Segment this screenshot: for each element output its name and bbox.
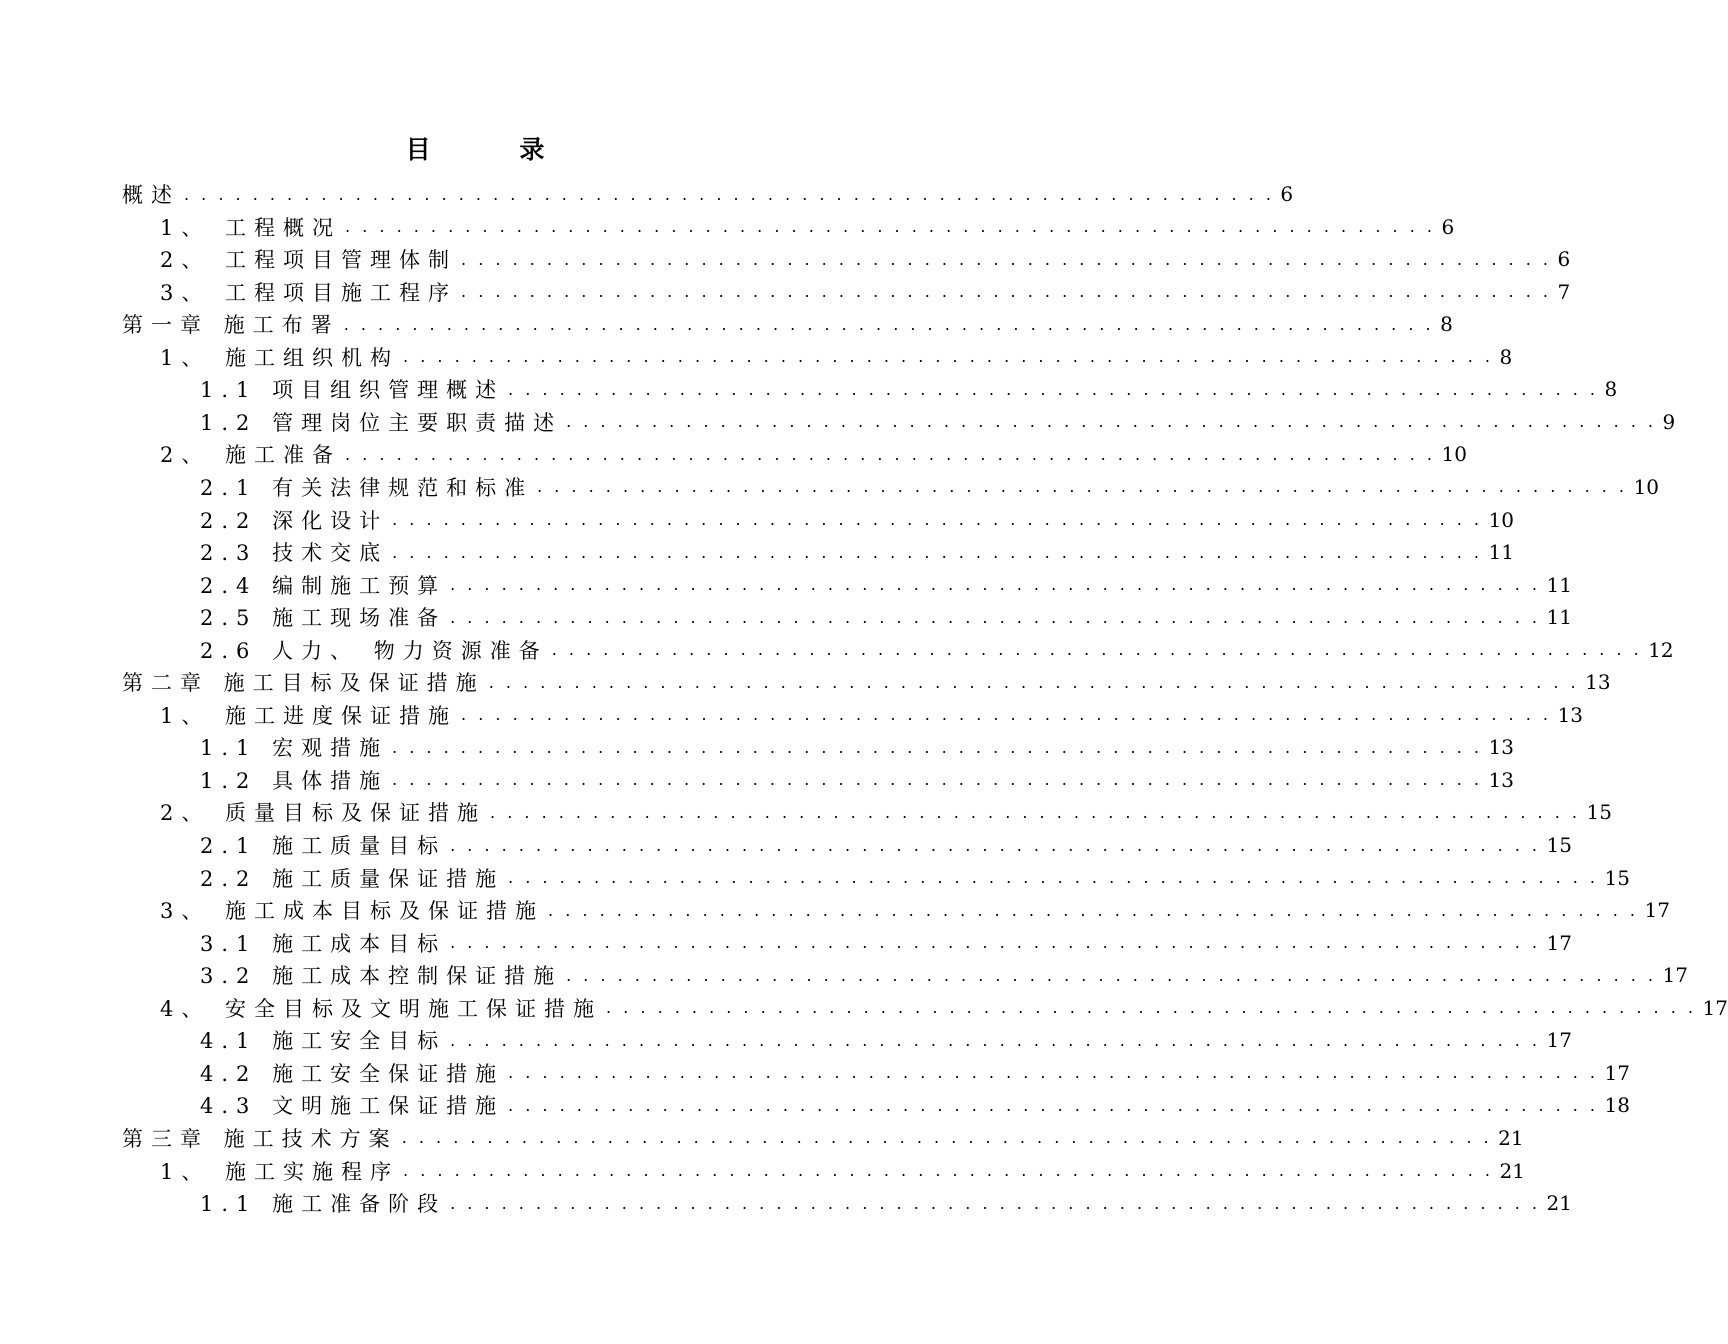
toc-entry-page: 12 xyxy=(1648,637,1674,662)
toc-entry-page: 6 xyxy=(1280,182,1294,206)
toc-dot-leader: . . . . . . . . . . . . . . . . . . . . . . . . . . . . . . . . . . . . . . . . . . . . . . . . . . . . . . . . . . . . . . . . xyxy=(488,672,1580,692)
toc-entry[interactable] xyxy=(160,438,1467,470)
toc-entry-label: 第一章 施工布署 xyxy=(122,313,340,338)
toc-entry-page: 11 xyxy=(1546,572,1572,597)
toc-entry[interactable] xyxy=(200,731,1514,763)
toc-entry-page: 8 xyxy=(1499,344,1513,369)
toc-entry-page: 6 xyxy=(1441,214,1455,239)
toc-dot-leader: . . . . . . . . . . . . . . . . . . . . . . . . . . . . . . . . . . . . . . . . . . . . . . . . . . . . . . . . . . . . . . . . xyxy=(537,477,1628,497)
toc-dot-leader: . . . . . . . . . . . . . . . . . . . . . . . . . . . . . . . . . . . . . . . . . . . . . . . . . . . . . . . . . . . . . . . . xyxy=(392,542,1483,562)
toc-entry-label: 1、 工程概况 xyxy=(160,215,342,240)
toc-entry-label: 2.1 施工质量目标 xyxy=(200,834,447,858)
toc-dot-leader: . . . . . . . . . . . . . . . . . . . . . . . . . . . . . . . . . . . . . . . . . . . . . . . . . . . . . . . . . . . . . . . . xyxy=(345,217,1436,237)
toc-entry-label: 1、 施工实施程序 xyxy=(160,1159,400,1184)
toc-entry-label: 4.1 施工安全目标 xyxy=(200,1029,447,1054)
toc-entry-page: 15 xyxy=(1586,800,1612,825)
toc-entry-page: 17 xyxy=(1644,898,1670,923)
toc-entry[interactable] xyxy=(200,1089,1630,1121)
toc-entry[interactable] xyxy=(200,406,1676,438)
toc-entry[interactable] xyxy=(200,373,1618,405)
toc-dot-leader: . . . . . . . . . . . . . . . . . . . . . . . . . . . . . . . . . . . . . . . . . . . . . . . . . . . . . . . . . . . . . . . . xyxy=(401,1128,1493,1148)
toc-entry-page: 11 xyxy=(1546,605,1572,630)
toc-entry-label: 2.4 编制施工预算 xyxy=(200,573,447,598)
toc-entry[interactable] xyxy=(200,536,1514,568)
toc-entry-page: 21 xyxy=(1498,1125,1524,1150)
toc-dot-leader: . . . . . . . . . . . . . . . . . . . . . . . . . . . . . . . . . . . . . . . . . . . . . . . . . . . . . . . . . . . . . . . . xyxy=(450,1030,1541,1050)
toc-entry-page: 7 xyxy=(1557,279,1571,304)
toc-entry-page: 8 xyxy=(1604,377,1618,402)
toc-entry-label: 2.6 人力、 物力资源准备 xyxy=(200,638,548,663)
toc-entry-page: 6 xyxy=(1557,247,1571,272)
toc-dot-leader: . . . . . . . . . . . . . . . . . . . . . . . . . . . . . . . . . . . . . . . . . . . . . . . . . . . . . . . . . . . . . . . . xyxy=(403,347,1494,367)
toc-entry[interactable] xyxy=(160,796,1612,828)
toc-entry[interactable] xyxy=(122,178,1294,210)
toc-dot-leader: . . . . . . . . . . . . . . . . . . . . . . . . . . . . . . . . . . . . . . . . . . . . . . . . . . . . . . . . . . . . . . . . xyxy=(461,705,1552,725)
toc-entry-page: 17 xyxy=(1546,930,1572,955)
toc-entry-label: 2.2 施工质量保证措施 xyxy=(200,866,505,891)
toc-dot-leader: . . . . . . . . . . . . . . . . . . . . . . . . . . . . . . . . . . . . . . . . . . . . . . . . . . . . . . . . . . . . . . . . xyxy=(450,607,1541,627)
toc-entry[interactable] xyxy=(200,1057,1630,1089)
toc-entry[interactable] xyxy=(160,894,1670,926)
toc-entry-label: 2.3 技术交底 xyxy=(200,541,389,566)
toc-entry[interactable] xyxy=(160,699,1583,731)
toc-entry-label: 1.2 管理岗位主要职责描述 xyxy=(200,410,563,435)
toc-entry[interactable] xyxy=(200,601,1572,633)
toc-entry-page: 11 xyxy=(1488,540,1514,565)
toc-entry[interactable] xyxy=(200,764,1514,796)
toc-dot-leader: . . . . . . . . . . . . . . . . . . . . . . . . . . . . . . . . . . . . . . . . . . . . . . . . . . . . . . . . . . . . . . . . xyxy=(508,1063,1599,1083)
toc-entry-page: 10 xyxy=(1488,507,1514,532)
toc-entry-page: 21 xyxy=(1546,1191,1572,1216)
toc-dot-leader: . . . . . . . . . . . . . . . . . . . . . . . . . . . . . . . . . . . . . . . . . . . . . . . . . . . . . . . . . . . . . . . . xyxy=(508,379,1599,399)
toc-entry[interactable] xyxy=(122,1122,1524,1154)
toc-entry[interactable] xyxy=(200,504,1514,536)
toc-entry-label: 1.1 宏观措施 xyxy=(200,736,389,761)
toc-dot-leader: . . . . . . . . . . . . . . . . . . . . . . . . . . . . . . . . . . . . . . . . . . . . . . . . . . . . . . . . . . . . . . . . xyxy=(566,965,1657,985)
toc-entry-label: 1、 施工组织机构 xyxy=(160,345,400,370)
toc-dot-leader: . . . . . . . . . . . . . . . . . . . . . . . . . . . . . . . . . . . . . . . . . . . . . . . . . . . . . . . . . . . . . . . . xyxy=(508,868,1599,888)
toc-entry[interactable] xyxy=(160,211,1455,243)
toc-entry-label: 第二章 施工目标及保证措施 xyxy=(122,671,485,696)
toc-entry-page: 15 xyxy=(1546,833,1572,857)
toc-entry[interactable] xyxy=(200,829,1572,861)
toc-dot-leader: . . . . . . . . . . . . . . . . . . . . . . . . . . . . . . . . . . . . . . . . . . . . . . . . . . . . . . . . . . . . . . . . xyxy=(392,510,1483,529)
toc-entry[interactable] xyxy=(200,927,1572,959)
toc-entry-page: 13 xyxy=(1488,767,1514,792)
toc-dot-leader: . . . . . . . . . . . . . . . . . . . . . . . . . . . . . . . . . . . . . . . . . . . . . . . . . . . . . . . . . . . . . . . . xyxy=(392,770,1483,790)
toc-dot-leader: . . . . . . . . . . . . . . . . . . . . . . . . . . . . . . . . . . . . . . . . . . . . . . . . . . . . . . . . . . . . . . . . xyxy=(184,184,1275,204)
toc-entry-label: 4、 安全目标及文明施工保证措施 xyxy=(160,996,603,1021)
toc-entry-page: 17 xyxy=(1702,995,1728,1020)
toc-entry-label: 3、 施工成本目标及保证措施 xyxy=(160,899,545,924)
toc-entry[interactable] xyxy=(200,862,1630,894)
toc-entry-page: 18 xyxy=(1604,1093,1630,1118)
toc-entry-page: 13 xyxy=(1557,702,1583,727)
toc-entry-page: 10 xyxy=(1441,442,1467,467)
toc-entry-label: 2、 工程项目管理体制 xyxy=(160,248,458,273)
toc-dot-leader: . . . . . . . . . . . . . . . . . . . . . . . . . . . . . . . . . . . . . . . . . . . . . . . . . . . . . . . . . . . . . . . . xyxy=(403,1161,1494,1180)
toc-entry-label: 3.1 施工成本目标 xyxy=(200,931,447,956)
toc-entry[interactable] xyxy=(160,243,1571,275)
toc-dot-leader: . . . . . . . . . . . . . . . . . . . . . . . . . . . . . . . . . . . . . . . . . . . . . . . . . . . . . . . . . . . . . . . . xyxy=(450,1193,1541,1213)
toc-entry-page: 13 xyxy=(1585,670,1611,695)
toc-dot-leader: . . . . . . . . . . . . . . . . . . . . . . . . . . . . . . . . . . . . . . . . . . . . . . . . . . . . . . . . . . . . . . . . xyxy=(345,444,1436,464)
toc-entry-page: 17 xyxy=(1546,1028,1572,1053)
toc-title: 目 录 xyxy=(405,135,585,164)
toc-entry-label: 1.1 项目组织管理概述 xyxy=(200,378,505,403)
toc-entry-label: 第三章 施工技术方案 xyxy=(122,1126,398,1151)
toc-dot-leader: . . . . . . . . . . . . . . . . . . . . . . . . . . . . . . . . . . . . . . . . . . . . . . . . . . . . . . . . . . . . . . . . xyxy=(450,933,1541,953)
toc-entry-label: 2.2 深化设计 xyxy=(200,508,389,533)
toc-entry[interactable] xyxy=(200,634,1674,666)
toc-entry[interactable] xyxy=(200,471,1659,503)
toc-entry[interactable] xyxy=(200,569,1572,601)
toc-dot-leader: . . . . . . . . . . . . . . . . . . . . . . . . . . . . . . . . . . . . . . . . . . . . . . . . . . . . . . . . . . . . . . . . xyxy=(343,314,1435,334)
toc-entry-label: 4.2 施工安全保证措施 xyxy=(200,1061,505,1086)
toc-entry-label: 2、 质量目标及保证措施 xyxy=(160,801,487,826)
toc-entry-label: 3、 工程项目施工程序 xyxy=(160,280,458,305)
toc-dot-leader: . . . . . . . . . . . . . . . . . . . . . . . . . . . . . . . . . . . . . . . . . . . . . . . . . . . . . . . . . . . . . . . . xyxy=(551,640,1643,660)
toc-entry-label: 1.1 施工准备阶段 xyxy=(200,1192,447,1217)
toc-entry-label: 1.2 具体措施 xyxy=(200,768,389,793)
toc-entry-page: 17 xyxy=(1604,1060,1630,1085)
toc-entry[interactable] xyxy=(200,1187,1572,1219)
toc-dot-leader: . . . . . . . . . . . . . . . . . . . . . . . . . . . . . . . . . . . . . . . . . . . . . . . . . . . . . . . . . . . . . . . . xyxy=(450,835,1541,855)
toc-entry[interactable] xyxy=(160,341,1513,373)
toc-entry[interactable] xyxy=(160,1155,1525,1187)
toc-entry-label: 3.2 施工成本控制保证措施 xyxy=(200,964,563,989)
toc-entry-page: 8 xyxy=(1440,312,1453,337)
toc-entry-label: 2.1 有关法律规范和标准 xyxy=(200,475,534,500)
toc-entry-page: 21 xyxy=(1499,1158,1525,1183)
toc-entry-label: 2.5 施工现场准备 xyxy=(200,606,447,631)
toc-dot-leader: . . . . . . . . . . . . . . . . . . . . . . . . . . . . . . . . . . . . . . . . . . . . . . . . . . . . . . . . . . . . . . . . xyxy=(392,737,1483,757)
toc-entry-page: 17 xyxy=(1662,963,1688,988)
toc-entry[interactable] xyxy=(160,992,1728,1024)
toc-entry-label: 2、 施工准备 xyxy=(160,443,342,468)
toc-entry[interactable] xyxy=(200,959,1688,991)
toc-entry-page: 13 xyxy=(1488,735,1514,760)
toc-entry[interactable] xyxy=(200,1024,1572,1056)
toc-dot-leader: . . . . . . . . . . . . . . . . . . . . . . . . . . . . . . . . . . . . . . . . . . . . . . . . . . . . . . . . . . . . . . . . xyxy=(508,1095,1599,1115)
toc-dot-leader: . . . . . . . . . . . . . . . . . . . . . . . . . . . . . . . . . . . . . . . . . . . . . . . . . . . . . . . . . . . . . . . . xyxy=(490,802,1581,822)
toc-dot-leader: . . . . . . . . . . . . . . . . . . . . . . . . . . . . . . . . . . . . . . . . . . . . . . . . . . . . . . . . . . . . . . . . xyxy=(461,249,1552,269)
toc-entry-label: 概述 xyxy=(122,183,180,207)
toc-entry-label: 1、 施工进度保证措施 xyxy=(160,703,458,728)
toc-dot-leader: . . . . . . . . . . . . . . . . . . . . . . . . . . . . . . . . . . . . . . . . . . . . . . . . . . . . . . . . . . . . . . . . xyxy=(450,575,1541,595)
toc-entry[interactable] xyxy=(122,666,1611,698)
toc-entry-label: 4.3 文明施工保证措施 xyxy=(200,1094,505,1119)
toc-dot-leader: . . . . . . . . . . . . . . . . . . . . . . . . . . . . . . . . . . . . . . . . . . . . . . . . . . . . . . . . . . . . . . . . xyxy=(566,412,1657,432)
toc-entry-page: 15 xyxy=(1604,865,1630,890)
toc-entry-page: 9 xyxy=(1662,409,1676,434)
toc-dot-leader: . . . . . . . . . . . . . . . . . . . . . . . . . . . . . . . . . . . . . . . . . . . . . . . . . . . . . . . . . . . . . . . . xyxy=(461,282,1552,302)
toc-entry[interactable] xyxy=(122,308,1453,340)
toc-entry[interactable] xyxy=(160,276,1571,308)
toc-entry-page: 10 xyxy=(1633,474,1659,499)
toc-dot-leader: . . . . . . . . . . . . . . . . . . . . . . . . . . . . . . . . . . . . . . . . . . . . . . . . . . . . . . . . . . . . . . . . xyxy=(548,900,1639,920)
toc-dot-leader: . . . . . . . . . . . . . . . . . . . . . . . . . . . . . . . . . . . . . . . . . . . . . . . . . . . . . . . . . . . . . . . . xyxy=(606,998,1697,1018)
